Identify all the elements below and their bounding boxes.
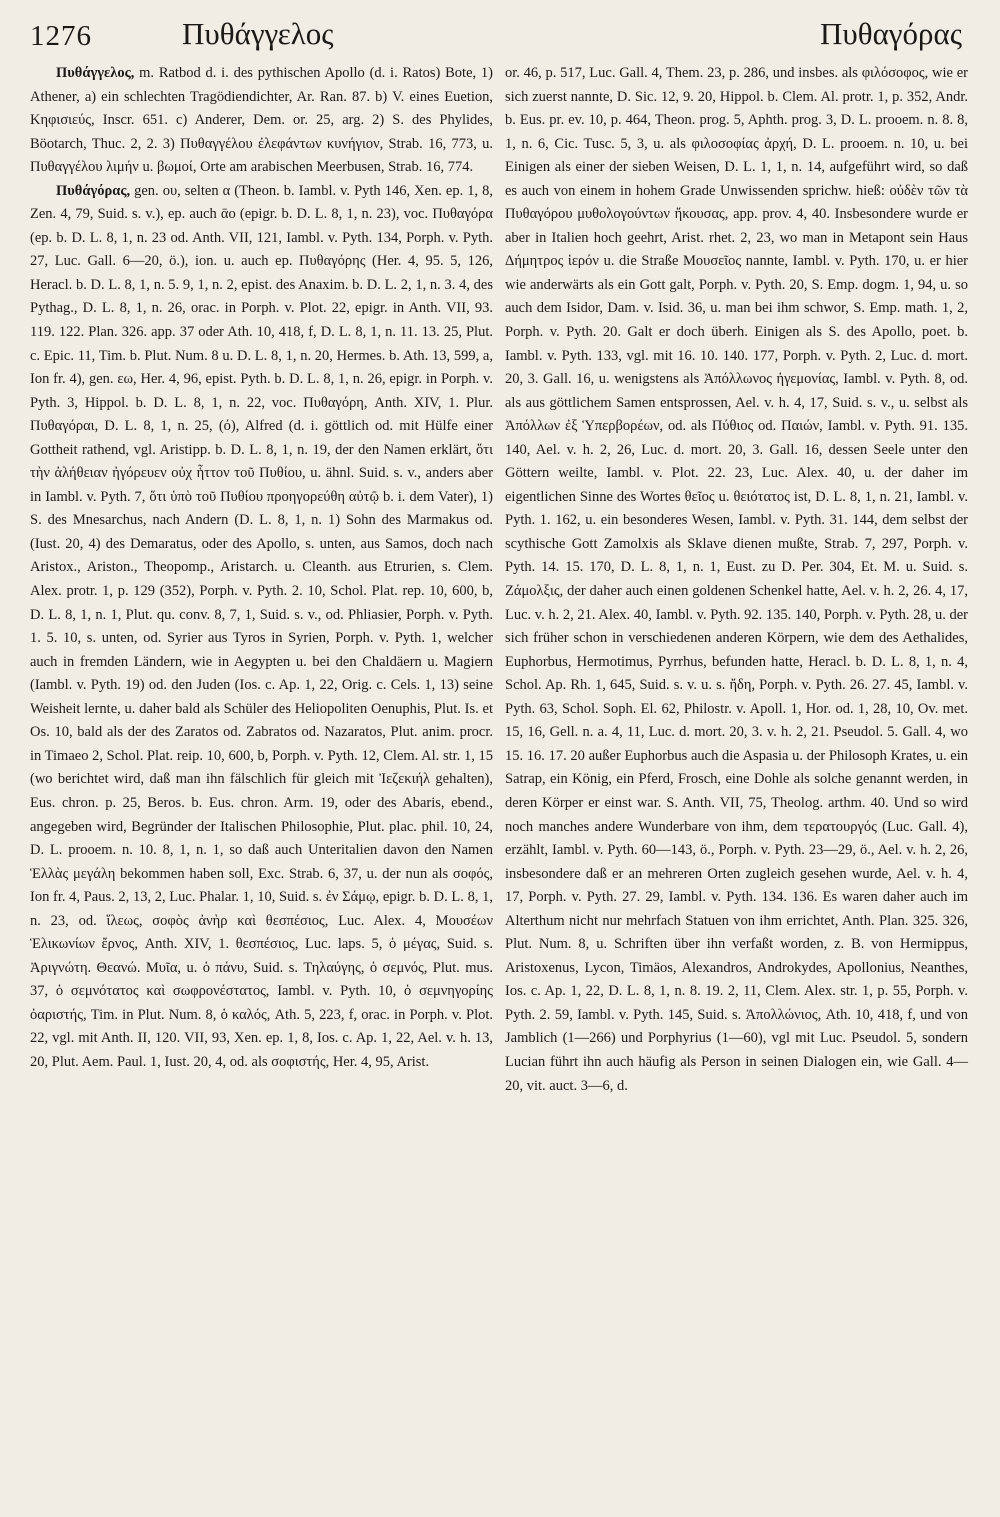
entry-text: m. Ratbod d. i. des pythischen Apollo (d. i. Ratos) Bote, 1) Athener, a) ein schlechten Tragödiendichter, Ar. Ran. 87. b) V. eines Euetion, Κηφισιεύς, Inscr. 651. c) Anderer, Dem. or. 25, arg. 2) S. des Phylides, Böotarch, Thuc. 2, 2. 3) Πυθαγγέλου ἐλεφάντων κυνήγιον, Strab. 16, 773, u. Πυθαγγέλου λιμήν u. βωμοί, Orte am arabischen Meerbusen, Strab. 16, 774. — [30, 65, 493, 176]
entry-text: gen. ου, selten α (Theon. b. Iambl. v. Pyth 146, Xen. ep. 1, 8, Zen. 4, 79, Suid. s. v.), ep. auch ᾱο (epigr. b. D. L. 8, 1, n. 23), voc. Πυθαγόρα (ep. b. D. L. 8, 1, n. 23 od. Anth. VII, 121, Iambl. v. Pyth. 134, Porph. v. Pyth. 27, Luc. Gall. 6—20, ö.), ion. u. auch ep. Πυθαγόρης (Her. 4, 95. 5, 126, Heracl. b. D. L. 8, 1, n. 5. 9, 1, n. 2, epist. des Anaxim. b. D. L. 2, 1, n. 3. 4, des Pythag., D. L. 8, 1, n. 26, orac. in Porph. v. Plot. 22, epigr. in Anth. VII, 93. 119. 122. Plan. 326. app. 37 oder Ath. 10, 418, f, D. L. 8, 1, n. 11. 13. 25, Plut. c. Epic. 11, Tim. b. Plut. Num. 8 u. D. L. 8, 1, n. 20, Hermes. b. Ath. 13, 599, a, Ion fr. 4), gen. εω, Her. 4, 96, epist. Pyth. b. D. L. 8, 1, n. 26, epigr. in Porph. v. Pyth. 3, Hippol. b. D. L. 8, 1, n. 22, voc. Πυθαγόρη, Anth. XIV, 1. Plur. Πυθαγόραι, D. L. 8, 1, n. 25, (ό), Alfred (d. i. göttlich od. mit Hülfe einer Gottheit rathend, vgl. Aristipp. b. D. L. 8, 1, n. 19, der den Namen erklärt, ὅτι τὴν ἀλήθειαν ἠγόρευεν οὐχ ἧττον τοῦ Πυθίου, u. ähnl. Suid. s. v., anders aber in Iambl. v. Pyth. 7, ὅτι ὑπὸ τοῦ Πυθίου προηγορεύθη αὐτῷ b. i. dem Vater), 1) S. des Mnesarchus, nach Andern (D. L. 8, 1, n. 1) Sohn des Marmakus od. (Iust. 20, 4) des Demaratus, oder des Apollo, s. unten, aus Samos, doch nach Aristox., Ariston., Theopomp., Aristarch. u. Cleanth. aus Etrurien, s. Clem. Alex. protr. 1, p. 129 (352), Porph. v. Pyth. 2. 10, Schol. Plat. rep. 10, 600, b, D. L. 8, 1, n. 1, Plut. qu. conv. 8, 7, 1, Suid. s. v., od. Phliasier, Porph. v. Pyth. 1. 5. 10, s. unten, od. Syrier aus Tyros in Syrien, Porph. v. Pyth. 1, welcher auch in fremden Ländern, wie in Aegypten u. bei den Chaldäern u. Magiern (Iambl. v. Pyth. 19) od. den Juden (Ios. c. Ap. 1, 22, Orig. c. Cels. 1, 13) seine Weisheit lernte, u. daher bald als Schüler des Heliopoliten Oenuphis, Plut. Is. et Os. 10, bald als der des Zaratos od. Zabratos od. Nazaratos, Plut. anim. procr. in Timaeo 2, Schol. Plat. reip. 10, 600, b, Porph. v. Pyth. 12, Clem. Al. str. 1, 15 (wo berichtet wird, daß man ihn fälschlich für gleich mit Ἰεζεκιήλ gehalten), Eus. chron. p. 25, Beros. b. Eus. chron. Arm. 19, oder des Abaris, ebend., angegeben wird, Begründer der Italischen Philosophie, Plut. plac. phil. 10, 24, D. L. prooem. n. 10. 8, 1, n. 1, so daß auch Unteritalien davon den Namen Ἑλλὰς μεγάλη bekommen haben soll, Exc. Strab. 6, 37, u. der nun als σοφός, Ion fr. 4, Paus. 2, 13, 2, Luc. Phalar. 1, 10, Suid. s. ἐν Σάμῳ, epigr. b. D. L. 8, 1, n. 23, od. ἵλεως, σοφὸς ἀνὴρ καὶ θεσπέσιος, Luc. Alex. 4, Μουσέων Ἑλικωνίων ἔρνος, Anth. XIV, 1. θεσπέσιος, Luc. laps. 5, ὁ μέγας, Suid. s. Ἀριγνώτη. Θεανώ. Μυῖα, u. ὁ πάνυ, Suid. s. Τηλαύγης, ὁ σεμνός, Plut. mus. 37, ὁ σεμνότατος καὶ σωφρονέστατος, Iambl. v. Pyth. 10, ὁ σεμνηγορίης ὀαριστής, Tim. in Plut. Num. 8, ὁ καλός, Ath. 5, 223, f, orac. in Porph. v. Plot. 22, vgl. mit Anth. II, 120. VII, 93, Xen. ep. 1, 8, Ios. c. Ap. 1, 22, Ael. v. h. 13, 20, Plut. Aem. Paul. 1, Iust. 20, 4, od. als σοφιστής, Her. 4, 95, Arist. — [30, 182, 493, 1070]
right-headword: Πυθαγόρας — [819, 16, 962, 51]
page-number: 1276 — [30, 20, 92, 52]
running-head — [30, 10, 962, 62]
text-columns — [30, 62, 968, 1499]
right-column — [505, 62, 968, 1499]
left-headword: Πυθάγγελος — [182, 16, 334, 51]
left-column — [30, 62, 493, 1499]
entry-pythagoras — [30, 180, 493, 1075]
entry-continuation: or. 46, p. 517, Luc. Gall. 4, Them. 23, p. 286, und insbes. als φιλόσοφος, wie er sich zuerst nannte, D. Sic. 12, 9. 20, Hippol. b. Clem. Al. protr. 1, p. 352, Andr. b. Eus. pr. ev. 10, p. 464, Theon. prog. 5, Aphth. prog. 3, D. L. prooem. n. 8. 8, 1, n. 6, Cic. Tusc. 5, 3, u. als φιλοσοφίας ἀρχή, D. L. prooem. n. 10, u. bei Einigen als einer der sieben Weisen, D. L. 1, 1, n. 14, aufgeführt wird, so daß es auch von einem in hohem Grade Unwissenden sprichw. hieß: οὐδὲν τῶν τὰ Πυθαγόρου μυθολογούντων ἤκουσας, app. prov. 4, 40. Insbesondere wurde er aber in Italien hoch geehrt, Arist. rhet. 2, 23, wo man in Metapont sein Haus Δήμητρος ἱερόν u. die Straße Μουσεῖος nannte, Iambl. v. Pyth. 170, u. er hier wie anderwärts als ein Gott galt, Porph. v. Pyth. 20, S. Emp. dogm. 1, 94, u. so auch dem Isidor, Dam. v. Isid. 36, u. man bei ihm schwor, S. Emp. math. 1, 2, Porph. v. Pyth. 20. Galt er doch überh. Einigen als S. des Apollo, poet. b. Iambl. v. Pyth. 133, vgl. mit 16. 10. 140. 177, Porph. v. Pyth. 2, Luc. d. mort. 20, 3. Gall. 16, u. wenigstens als Ἀπόλλωνος ἡγεμονίας, Iambl. v. Pyth. 8, od. als aus göttlichem Samen entsprossen, Ael. v. h. 4, 17, Suid. s. v., u. selbst als Ἀπόλλων ἐξ Ὑπερβορέων, od. als Πύθιος od. Παιών, Iambl. v. Pyth. 91. 135. 140, Ael. v. h. 2, 26, Luc. d. mort. 20, 3. Gall. 16, dessen Seele unter den Göttern weilte, Iambl. v. Plot. 22. 23, Luc. Alex. 40, u. der daher im eigentlichen Sinne des Wortes θεῖος u. θειότατος ist, D. L. 8, 1, n. 21, Iambl. v. Pyth. 1. 162, u. ein besonderes Wesen, Iambl. v. Pyth. 31. 144, dem selbst der scythische Gott Zamolxis als Sklave dienen mußte, Strab. 7, 297, Porph. v. Pyth. 14. 15. 170, D. L. 8, 1, n. 1, Eust. zu D. Per. 304, Et. M. u. Suid. s. Ζάμολξις, der daher auch einen goldenen Schenkel hatte, Ael. v. h. 2, 26. 4, 17, Luc. v. h. 2, 21. Alex. 40, Iambl. v. Pyth. 92. 135. 140, Porph. v. Pyth. 28, u. der sich früher schon in verschiedenen anderen Körpern, wie dem des Aethalides, Euphorbus, Hermotimus, Pyrrhus, befunden hatte, Heracl. b. D. L. 8, 1, n. 4, Schol. Ap. Rh. 1, 645, Suid. s. v. u. s. ἤδη, Porph. v. Pyth. 26. 27. 45, Iambl. v. Pyth. 63, Schol. Soph. El. 62, Philostr. v. Apoll. 1, Hor. od. 1, 28, 10, Ov. met. 15, 16, Gell. n. a. 4, 11, Luc. d. mort. 20, 3. v. h. 2, 21. Pseudol. 5. Gall. 4, wo 15. 16. 17. 20 außer Euphorbus auch die Aspasia u. der Philosoph Krates, u. ein Satrap, ein König, ein Pferd, Frosch, eine Dohle als solche genannt werden, in deren Körper er einst war. S. Anth. VII, 75, Theolog. arthm. 40. Und so wird noch manches andere Wunderbare von ihm, dem τερατουργός (Luc. Gall. 4), erzählt, Iambl. v. Pyth. 60—143, ö., Porph. v. Pyth. 23—29, ö., Ael. v. h. 2, 26, insbesondere daß er an mehreren Orten zugleich gesehen wurde, Ael. v. h. 4, 17, Porph. v. Pyth. 27. 29, Iambl. v. Pyth. 134. 136. Es waren daher auch im Alterthum nicht nur mehrfach Statuen von ihm errichtet, Anth. Plan. 325. 326, Plut. Num. 8, u. Schriften über ihn verfaßt worden, z. B. von Hermippus, Aristoxenus, Lycon, Timäos, Alexandros, Androkydes, Apollonius, Neanthes, Ios. c. Ap. 1, 22, D. L. 8, 1, n. 8. 19. 2, 11, Clem. Alex. str. 1, p. 55, Porph. v. Pyth. 2. 59, Iambl. v. Pyth. 145, Suid. s. Ἀπολλώνιος, Ath. 10, 418, f, und von Jamblich (1—266) und Porphyrius (1—60), vgl mit Luc. Pseudol. 5, sondern Lucian führt ihn auch häufig als Person in seinen Dialogen ein, wie Gall. 4—20, vit. auct. 3—6, d. — [505, 65, 968, 1094]
entry-pythangelos — [30, 62, 493, 180]
entry-lemma: Πυθάγόρας, — [56, 182, 131, 199]
entry-lemma: Πυθάγγελος, — [56, 65, 135, 81]
